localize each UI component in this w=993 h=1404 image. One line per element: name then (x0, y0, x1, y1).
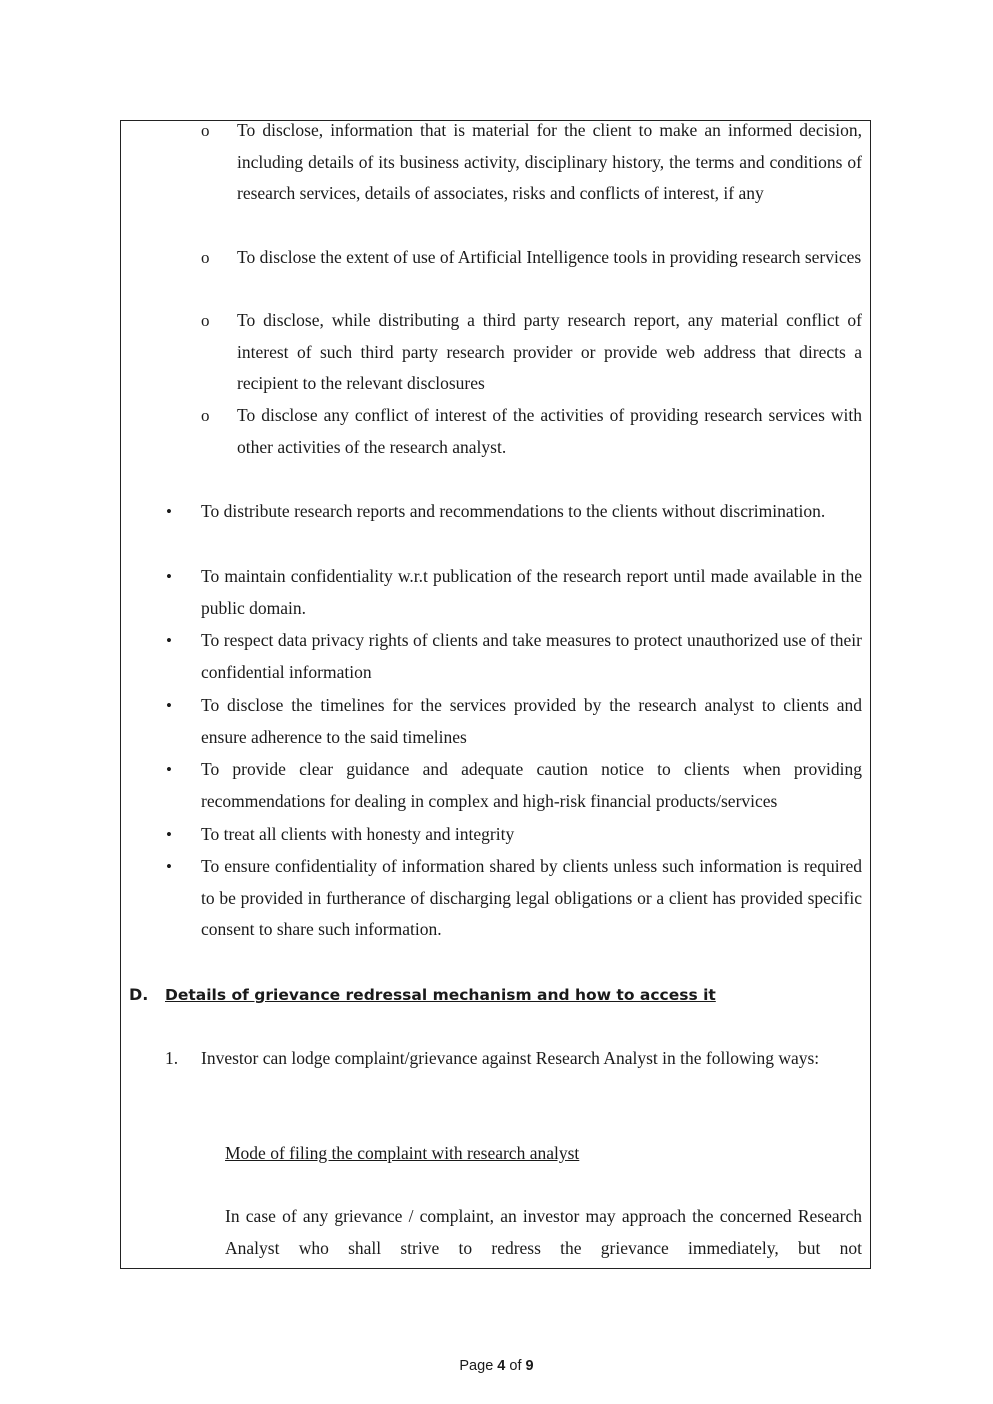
bullet-text: To treat all clients with honesty and integrity (201, 824, 515, 844)
page-footer (0, 1358, 993, 1374)
footer-middle: of (505, 1358, 526, 1374)
mode-paragraph-text: In case of any grievance / complaint, an investor may approach the concerned Research Analyst who shall strive to redress the grievance immediately, but not (225, 1206, 862, 1258)
bullet-text: To disclose the timelines for the services provided by the research analyst to clients and ensure adherence to the said timelines (201, 695, 862, 747)
bullet-marker: • (166, 825, 172, 844)
bullet-item (201, 561, 862, 624)
sub-bullet-item (237, 115, 862, 210)
bullet-text: To respect data privacy rights of clients and take measures to protect unauthorized use of their confidential information (201, 630, 862, 682)
bullet-item (201, 819, 862, 851)
bullet-item (201, 496, 862, 528)
sub-bullet-text: To disclose, while distributing a third party research report, any material conflict of interest of such third party research provider or provide web address that directs a recipient to the relevant disclosures (237, 310, 862, 394)
sub-bullet-item (237, 400, 862, 463)
sub-bullet-marker: o (201, 248, 210, 267)
numbered-item-number: 1. (165, 1048, 179, 1068)
section-title: Details of grievance redressal mechanism and how to access it (165, 986, 716, 1004)
section-letter: D. (129, 985, 149, 1004)
bullet-text: To maintain confidentiality w.r.t publication of the research report until made available in the public domain. (201, 566, 862, 618)
bullet-marker: • (166, 567, 172, 586)
bullet-item (201, 754, 862, 817)
footer-prefix: Page (459, 1358, 498, 1374)
sub-bullet-marker: o (201, 121, 210, 140)
footer-total-pages: 9 (525, 1358, 534, 1374)
mode-heading: Mode of filing the complaint with research analyst (225, 1143, 580, 1163)
sub-bullet-text: To disclose any conflict of interest of the activities of providing research services with other activities of the research analyst. (237, 405, 862, 457)
sub-bullet-text: To disclose, information that is material for the client to make an informed decision, including details of its business activity, disciplinary history, the terms and conditions of research services, details of associates, risks and conflicts of interest, if any (237, 120, 862, 204)
sub-bullet-item (237, 305, 862, 400)
numbered-item-text: Investor can lodge complaint/grievance against Research Analyst in the following ways: (201, 1048, 820, 1068)
sub-bullet-marker: o (201, 406, 210, 425)
bullet-item (201, 851, 862, 946)
sub-bullet-item (237, 242, 862, 274)
bullet-marker: • (166, 696, 172, 715)
bullet-marker: • (166, 631, 172, 650)
bullet-marker: • (166, 502, 172, 521)
bullet-text: To provide clear guidance and adequate caution notice to clients when providing recommendations for dealing in complex and high-risk financial products/services (201, 759, 862, 811)
bullet-marker: • (166, 857, 172, 876)
bullet-item (201, 625, 862, 688)
bullet-text: To ensure confidentiality of information shared by clients unless such information is required to be provided in furtherance of discharging legal obligations or a client has provided specific consent to share such information. (201, 856, 862, 940)
sub-bullet-text: To disclose the extent of use of Artificial Intelligence tools in providing research services (237, 247, 862, 267)
sub-bullet-marker: o (201, 311, 210, 330)
bullet-item (201, 690, 862, 753)
bullet-marker: • (166, 760, 172, 779)
footer-current-page: 4 (497, 1358, 506, 1374)
bullet-text: To distribute research reports and recommendations to the clients without discrimination. (201, 501, 826, 521)
mode-paragraph (225, 1201, 862, 1264)
numbered-item (201, 1043, 862, 1075)
